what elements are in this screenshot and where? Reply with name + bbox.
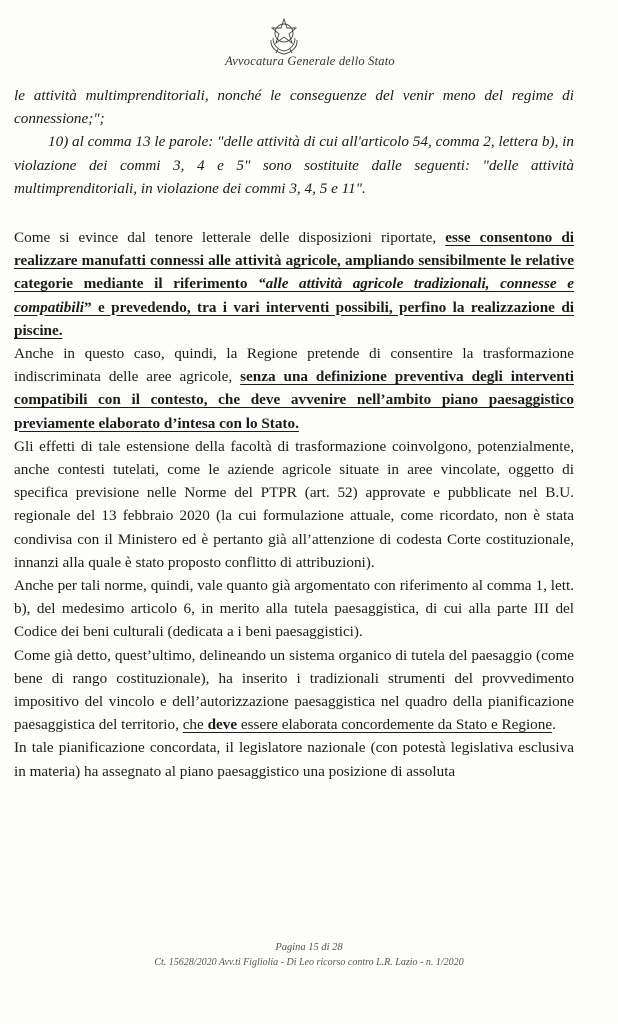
highlighted-quote: “alle attività agricole tradizionali, connesse e compatibili xyxy=(14,275,574,316)
paragraph: In tale pianificazione concordata, il legislatore nazionale (con potestà legislativa esclusiva in materia) ha assegnato al piano paesaggistico una posizione di assoluta xyxy=(14,739,574,780)
quoted-item-text: 10) al comma 13 le parole: "delle attività di cui all'articolo 54, comma 2, lettera b), in violazione dei commi 3, 4 e 5" sono sostituite dalle seguenti: "delle attività multimprenditoriali, in violazione dei commi 3, 4, 5 e 11". xyxy=(14,133,574,197)
paragraph xyxy=(14,342,574,435)
highlighted-text: esse consentono di realizzare manufatti connessi alle attività agricole, ampliando sensibilmente le relative categorie mediante il riferimento xyxy=(14,229,574,293)
case-reference: Ct. 15628/2020 Avv.ti Figliolia - Di Leo ricorso contro L.R. Lazio - n. 1/2020 xyxy=(154,957,464,968)
paragraph-gap xyxy=(14,200,574,226)
paragraph: Gli effetti di tale estensione della facoltà di trasformazione coinvolgono, potenzialmente, anche contesti tutelati, come le aziende agricole situate in aree vincolate, oggetto di specifica previsione nelle Norme del PTPR (art. 52) approvate e pubblicate nel B.U. regionale del 13 febbraio 2020 (la cui formulazione attuale, come ricordato, non è stata condivisa con il Ministero ed è pertanto già all’attenzione di codesta Corte costituzionale, innanzi alla quale è stato proposto conflitto di attribuzioni). xyxy=(14,437,574,571)
page-number: Pagina 15 di 28 xyxy=(275,942,343,953)
underlined-text: essere elaborata concordemente da Stato e Regione xyxy=(237,716,553,734)
office-letterhead: Avvocatura Generale dello Stato xyxy=(225,54,395,68)
paragraph xyxy=(14,226,574,342)
underlined-text: che xyxy=(182,716,208,734)
highlighted-text: ” e prevedendo, tra i vari interventi possibili, perfino la realizzazione di piscine. xyxy=(14,298,574,339)
paragraph: Anche per tali norme, quindi, vale quanto già argomentato con riferimento al comma 1, lett. b), del medesimo articolo 6, in merito alla tutela paesaggistica, di cui alla parte III del Codice dei beni culturali (dedicata a i beni paesaggistici). xyxy=(14,577,574,641)
paragraph-text: Anche in questo caso, quindi, la Regione pretende di consentire la trasformazione indiscriminata delle aree agricole, xyxy=(14,345,574,386)
quoted-text-item xyxy=(14,130,574,200)
document-body xyxy=(14,84,574,783)
paragraph-text: Come si evince dal tenore letterale delle disposizioni riportate, xyxy=(14,229,446,247)
republic-emblem-icon xyxy=(266,16,302,56)
quoted-text-line: le attività multimprenditoriali, nonché le conseguenze del venir meno del regime di connessione;"; xyxy=(14,87,574,128)
paragraph-text: . xyxy=(552,716,556,734)
highlighted-word: deve xyxy=(207,716,238,734)
paragraph-text: Come già detto, quest’ultimo, delineando un sistema organico di tutela del paesaggio (come bene di rango costituzionale), ha inserito i tradizionali strumenti del provvedimento impositivo del vincolo e dell’autorizzazione paesaggistica nel quadro della pianificazione paesaggistica del territorio, xyxy=(14,646,574,734)
highlighted-text: senza una definizione preventiva degli interventi compatibili con il contesto, che deve avvenire nell’ambito piano paesaggistico previamente elaborato d’intesa con lo Stato. xyxy=(14,368,574,432)
paragraph xyxy=(14,644,574,737)
